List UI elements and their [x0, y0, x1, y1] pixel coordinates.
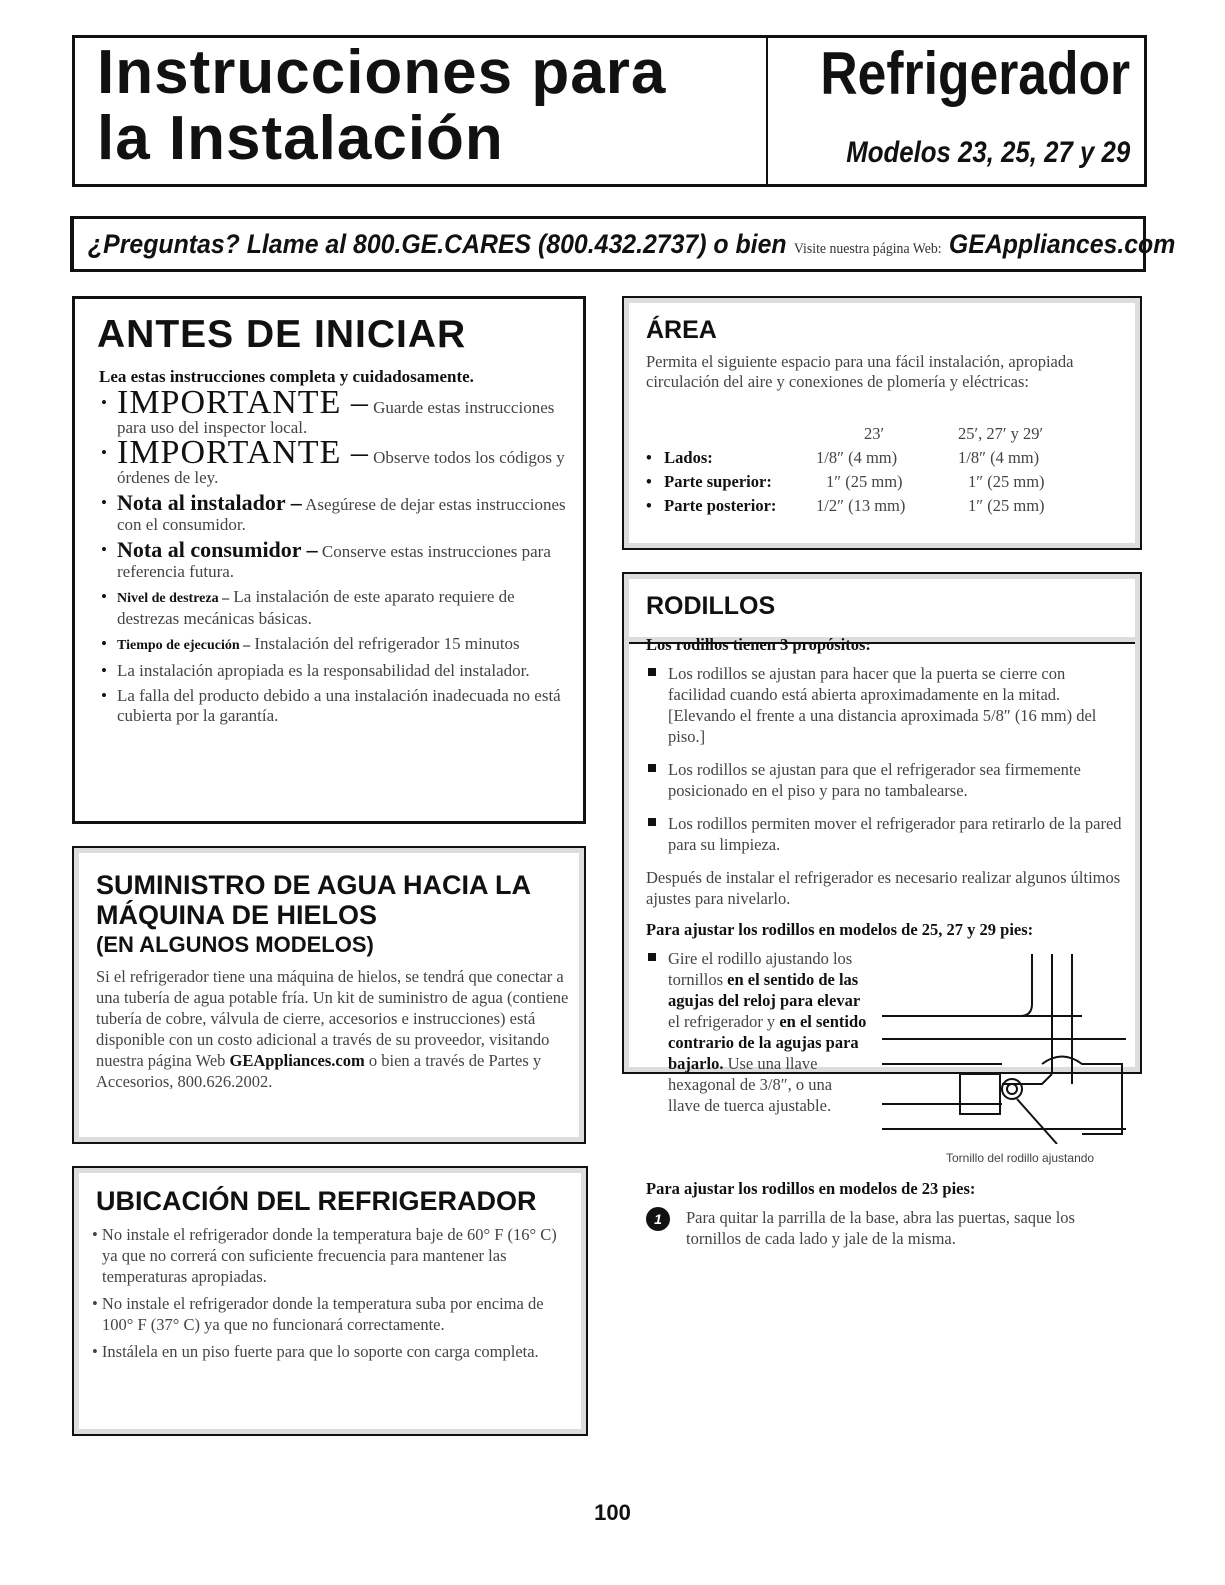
- heading-23-models: Para ajustar los rodillos en modelos de 23 pies:: [646, 1179, 976, 1198]
- section-title: ANTES DE INICIAR: [97, 313, 467, 356]
- table-header-row: [646, 424, 1126, 448]
- ubicacion-section: [72, 1166, 588, 1436]
- list-item: • IMPORTANTE – Observe todos los códigos y órdenes de ley.: [101, 434, 565, 487]
- header-title-box: [72, 35, 766, 187]
- step-1: 1 Para quitar la parrilla de la base, abra las puertas, saque los tornillos de cada lado y jale de la misma.: [646, 1207, 1126, 1249]
- rodillos-lead: Los rodillos tienen 3 propósitos:: [646, 635, 871, 654]
- questions-bar: [70, 216, 1176, 272]
- area-section: [622, 296, 1142, 550]
- step-number-badge: 1: [646, 1207, 670, 1231]
- column-header: 23′: [864, 424, 885, 443]
- rodillos-section: [622, 572, 1142, 1248]
- suministro-section: [72, 846, 586, 1144]
- list-item: • Nota al instalador – Asegúrese de dejar estas instrucciones con el consumidor.: [101, 490, 566, 534]
- product-title: Refrigerador: [820, 40, 1130, 107]
- column-header: 25′, 27′ y 29′: [958, 424, 1044, 443]
- section-body: [646, 634, 1126, 1249]
- list-item: • No instale el refrigerador donde la temperatura baje de 60° F (16° C) ya que no correrá con suficiente frecuencia para mantener las temperaturas apropiadas.: [92, 1225, 557, 1286]
- list-item: • IMPORTANTE – Guarde estas instrucciones para uso del inspector local.: [101, 384, 555, 437]
- section-title: ÁREA: [646, 316, 717, 344]
- rodillos-after-text: Después de instalar el refrigerador es necesario realizar algunos últimos ajustes para nivelarlo.: [646, 868, 1121, 908]
- title-line-1: Instrucciones para: [97, 38, 667, 107]
- header-product-box: [766, 35, 1147, 187]
- roller-diagram: [882, 954, 1126, 1144]
- section-body: Permita el siguiente espacio para una fácil instalación, apropiada circulación del aire y conexiones de plomería y eléctricas:: [646, 352, 1074, 391]
- list-item: • Tiempo de ejecución – Instalación del refrigerador 15 minutos: [101, 634, 520, 653]
- section-body: Si el refrigerador tiene una máquina de hielos, se tendrá que conectar a una tubería de agua potable fría. Un kit de suministro de agua (contiene tubería de cobre, válvula de cierre, accesorios e instrucciones) está disponible con un costo adicional a través de su proveedor, visitando nuestra página Web GEAppliances.com o bien a través de Partes y Accesorios, 800.626.2002.: [96, 967, 569, 1091]
- figure-caption: Tornillo del rodillo ajustando: [946, 1151, 1095, 1165]
- page-number: 100: [594, 1500, 631, 1525]
- antes-list: [99, 384, 579, 731]
- list-item: • No instale el refrigerador donde la temperatura suba por encima de 100° F (37° C) ya que no funcionará correctamente.: [92, 1294, 544, 1334]
- website-link[interactable]: GEAppliances.com: [229, 1051, 365, 1070]
- ubicacion-list: [92, 1224, 576, 1368]
- adjust-block: [646, 948, 1126, 1178]
- section-title: RODILLOS: [646, 592, 776, 620]
- clearance-table: [646, 424, 1126, 520]
- list-item: • Nivel de destreza – La instalación de este aparato requiere de destrezas mecánicas básicas.: [101, 587, 515, 628]
- list-item: • Instálela en un piso fuerte para que lo soporte con carga completa.: [92, 1342, 539, 1361]
- list-item: Los rodillos se ajustan para que el refrigerador sea firmemente posicionado en el piso y para no tambalearse.: [646, 759, 1126, 801]
- list-item: • La instalación apropiada es la responsabilidad del instalador.: [101, 661, 530, 680]
- questions-website-link[interactable]: GEAppliances.com: [948, 229, 1176, 259]
- section-subtitle: Lea estas instrucciones completa y cuidadosamente.: [99, 367, 474, 386]
- models-subtitle: Modelos 23, 25, 27 y 29: [846, 136, 1130, 169]
- table-row: • Parte superior: 1″ (25 mm) 1″ (25 mm): [646, 472, 1045, 491]
- questions-phone: ¿Preguntas? Llame al 800.GE.CARES (800.432.2737) o bien: [88, 229, 787, 259]
- list-item: Los rodillos permiten mover el refrigerador para retirarlo de la pared para su limpieza.: [646, 813, 1126, 855]
- title-line-2: la Instalación: [97, 104, 504, 173]
- heading-25-models: Para ajustar los rodillos en modelos de 25, 27 y 29 pies:: [646, 920, 1034, 939]
- page-title: [97, 40, 666, 172]
- questions-visit: Visite nuestra página Web:: [793, 241, 942, 257]
- list-item: • Nota al consumidor – Conserve estas instrucciones para referencia futura.: [101, 537, 551, 581]
- section-title: UBICACIÓN DEL REFRIGERADOR: [96, 1186, 537, 1216]
- table-row: • Parte posterior: 1/2″ (13 mm) 1″ (25 mm): [646, 496, 1045, 515]
- list-item: Los rodillos se ajustan para hacer que la puerta se cierre con facilidad cuando está abierta aproximadamente en la mitad. [Elevando el frente a una distancia aproximada 5/8″ (16 mm) del piso.]: [646, 663, 1126, 747]
- antes-de-iniciar-section: [72, 296, 586, 824]
- list-item: • La falla del producto debido a una instalación inadecuada no está cubierta por la garantía.: [101, 686, 561, 725]
- section-title: SUMINISTRO DE AGUA HACIA LA MÁQUINA DE HIELOS: [96, 870, 530, 930]
- section-subtitle: (EN ALGUNOS MODELOS): [96, 932, 374, 957]
- table-row: • Lados: 1/8″ (4 mm) 1/8″ (4 mm): [646, 448, 1040, 467]
- adjust-instructions: Gire el rodillo ajustando los tornillos en el sentido de las agujas del reloj para elevar el refrigerador y en el sentido contrario de la agujas para bajarlo. Use una llave hexagonal de 3/8″, o una llave de tuerca ajustable.: [646, 948, 868, 1116]
